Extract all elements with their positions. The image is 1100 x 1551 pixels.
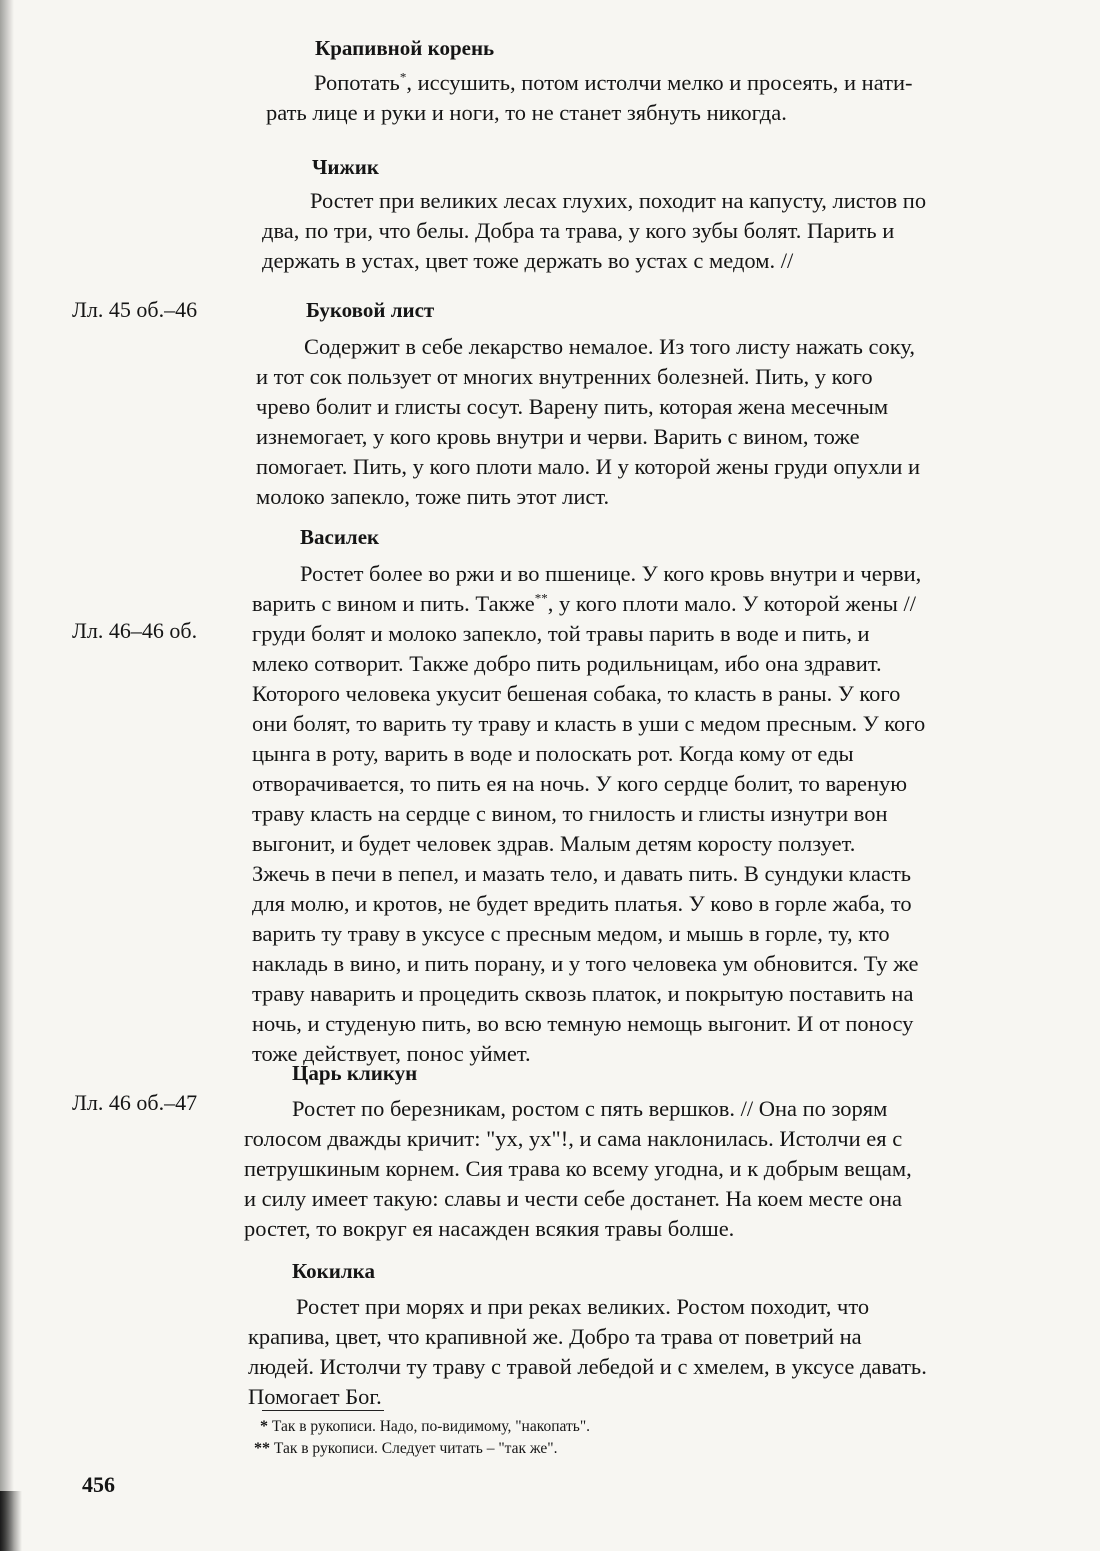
text-line: Ростет по березникам, ростом с пять вершков. // Она по зорям bbox=[292, 1096, 888, 1121]
text-line: они болят, то варить ту траву и класть в уши с медом пресным. У кого bbox=[252, 711, 926, 736]
text-line: Ростет при морях и при реках великих. Ростом походит, что bbox=[296, 1294, 870, 1319]
text-line: траву наварить и процедить сквозь платок, и покрытую поставить на bbox=[252, 981, 914, 1006]
footnote-mark: ** bbox=[254, 1440, 270, 1457]
text-line: помогает. Пить, у кого плоти мало. И у которой жены груди опухли и bbox=[256, 454, 921, 479]
text-line: Содержит в себе лекарство немалое. Из того листу нажать соку, bbox=[304, 334, 916, 359]
section-body bbox=[252, 559, 1032, 1069]
margin-note-leaf-ref: Лл. 45 об.–46 bbox=[72, 297, 198, 322]
section-title: Чижик bbox=[312, 155, 379, 179]
text-line: рать лице и руки и ноги, то не станет зябнуть никогда. bbox=[266, 100, 787, 125]
section-title: Крапивной корень bbox=[315, 36, 495, 60]
text-line: два, по три, что белы. Добра та трава, у кого зубы болят. Парить и bbox=[262, 218, 895, 243]
text-line: голосом дважды кричит: "ух, ух"!, и сама наклонилась. Истолчи ея с bbox=[244, 1126, 903, 1151]
section-body bbox=[262, 186, 1032, 276]
text-line: молоко запекло, тоже пить этот лист. bbox=[256, 484, 610, 509]
text-line: чрево болит и глисты сосут. Варену пить, которая жена месечным bbox=[256, 394, 889, 419]
text-line: крапива, цвет, что крапивной же. Добро та трава от поветрий на bbox=[248, 1324, 862, 1349]
text-line: накладь в вино, и пить порану, и у того человека ум обновится. Ту же bbox=[252, 951, 919, 976]
text-line: изнемогает, у кого кровь внутри и черви. Варить с вином, тоже bbox=[256, 424, 860, 449]
section-body bbox=[256, 332, 1032, 512]
page-number: 456 bbox=[82, 1472, 115, 1497]
text-line: выгонит, и будет человек здрав. Малым детям коросту ползует. bbox=[252, 831, 856, 856]
margin-note-leaf-ref: Лл. 46 об.–47 bbox=[72, 1090, 198, 1115]
section-body bbox=[244, 1094, 1028, 1244]
text-line: для молю, и кротов, не будет вредить платья. У ково в горле жаба, то bbox=[252, 891, 912, 916]
section-title: Кокилка bbox=[292, 1259, 375, 1283]
margin-note-leaf-ref: Лл. 46–46 об. bbox=[72, 618, 198, 643]
text-line: Ропотать*, иссушить, потом истолчи мелко и просеять, и нати- bbox=[314, 69, 913, 95]
section-title: Царь кликун bbox=[292, 1061, 418, 1085]
text-line: Которого человека укусит бешеная собака, то класть в раны. У кого bbox=[252, 681, 901, 706]
text-line: ночь, и студеную пить, во всю темную немощь выгонит. И от поносу bbox=[252, 1011, 914, 1036]
text-line: людей. Истолчи ту траву с травой лебедой и с хмелем, в уксусе давать. bbox=[248, 1354, 927, 1379]
text-line: петрушкиным корнем. Сия трава ко всему угодна, и к добрым вещам, bbox=[244, 1156, 912, 1181]
text-line: и тот сок пользует от многих внутренних болезней. Пить, у кого bbox=[256, 364, 873, 389]
footnote bbox=[260, 1418, 590, 1436]
footnote-text: Так в рукописи. Надо, по-видимому, "накопать". bbox=[271, 1418, 591, 1435]
text-line: траву класть на сердце с вином, то гнилость и глисты изнутри вон bbox=[252, 801, 888, 826]
footnote-text: Так в рукописи. Следует читать – "так же". bbox=[273, 1440, 558, 1457]
text-line: цынга в роту, варить в воде и полоскать рот. Когда кому от еды bbox=[252, 741, 854, 766]
page-corner-shadow bbox=[0, 1491, 22, 1551]
text-line: Ростет более во ржи и во пшенице. У кого кровь внутри и черви, bbox=[300, 561, 922, 586]
text-line: держать в устах, цвет тоже держать во устах с медом. // bbox=[262, 248, 794, 273]
text-line: и силу имеет такую: славы и чести себе достанет. На коем месте она bbox=[244, 1186, 903, 1211]
section-body bbox=[266, 68, 1032, 128]
footnote bbox=[254, 1440, 557, 1458]
section-title: Буковой лист bbox=[306, 298, 435, 322]
text-line: Зжечь в печи в пепел, и мазать тело, и давать пить. В сундуки класть bbox=[252, 861, 912, 886]
text-line: Ростет при великих лесах глухих, походит на капусту, листов по bbox=[310, 188, 927, 213]
page-edge-shadow bbox=[0, 0, 14, 1551]
text-line: груди болят и молоко запекло, той травы парить в воде и пить, и bbox=[252, 621, 870, 646]
footnote-rule bbox=[262, 1410, 384, 1411]
text-line: Помогает Бог. bbox=[248, 1384, 382, 1409]
text-line: варить ту траву в уксусе с пресным медом, и мышь в горле, ту, кто bbox=[252, 921, 890, 946]
text-line: тоже действует, понос уймет. bbox=[252, 1041, 531, 1066]
footnote-mark: * bbox=[260, 1418, 268, 1435]
section-title: Василек bbox=[300, 525, 380, 549]
text-line: варить с вином и пить. Также**, у кого плоти мало. У которой жены // bbox=[252, 590, 916, 616]
text-line: ростет, то вокруг ея насажден всякия травы болше. bbox=[244, 1216, 735, 1241]
section-body bbox=[248, 1292, 1028, 1412]
text-line: млеко сотворит. Также добро пить родильницам, ибо она здравит. bbox=[252, 651, 882, 676]
text-line: отворачивается, то пить ея на ночь. У кого сердце болит, то вареную bbox=[252, 771, 908, 796]
